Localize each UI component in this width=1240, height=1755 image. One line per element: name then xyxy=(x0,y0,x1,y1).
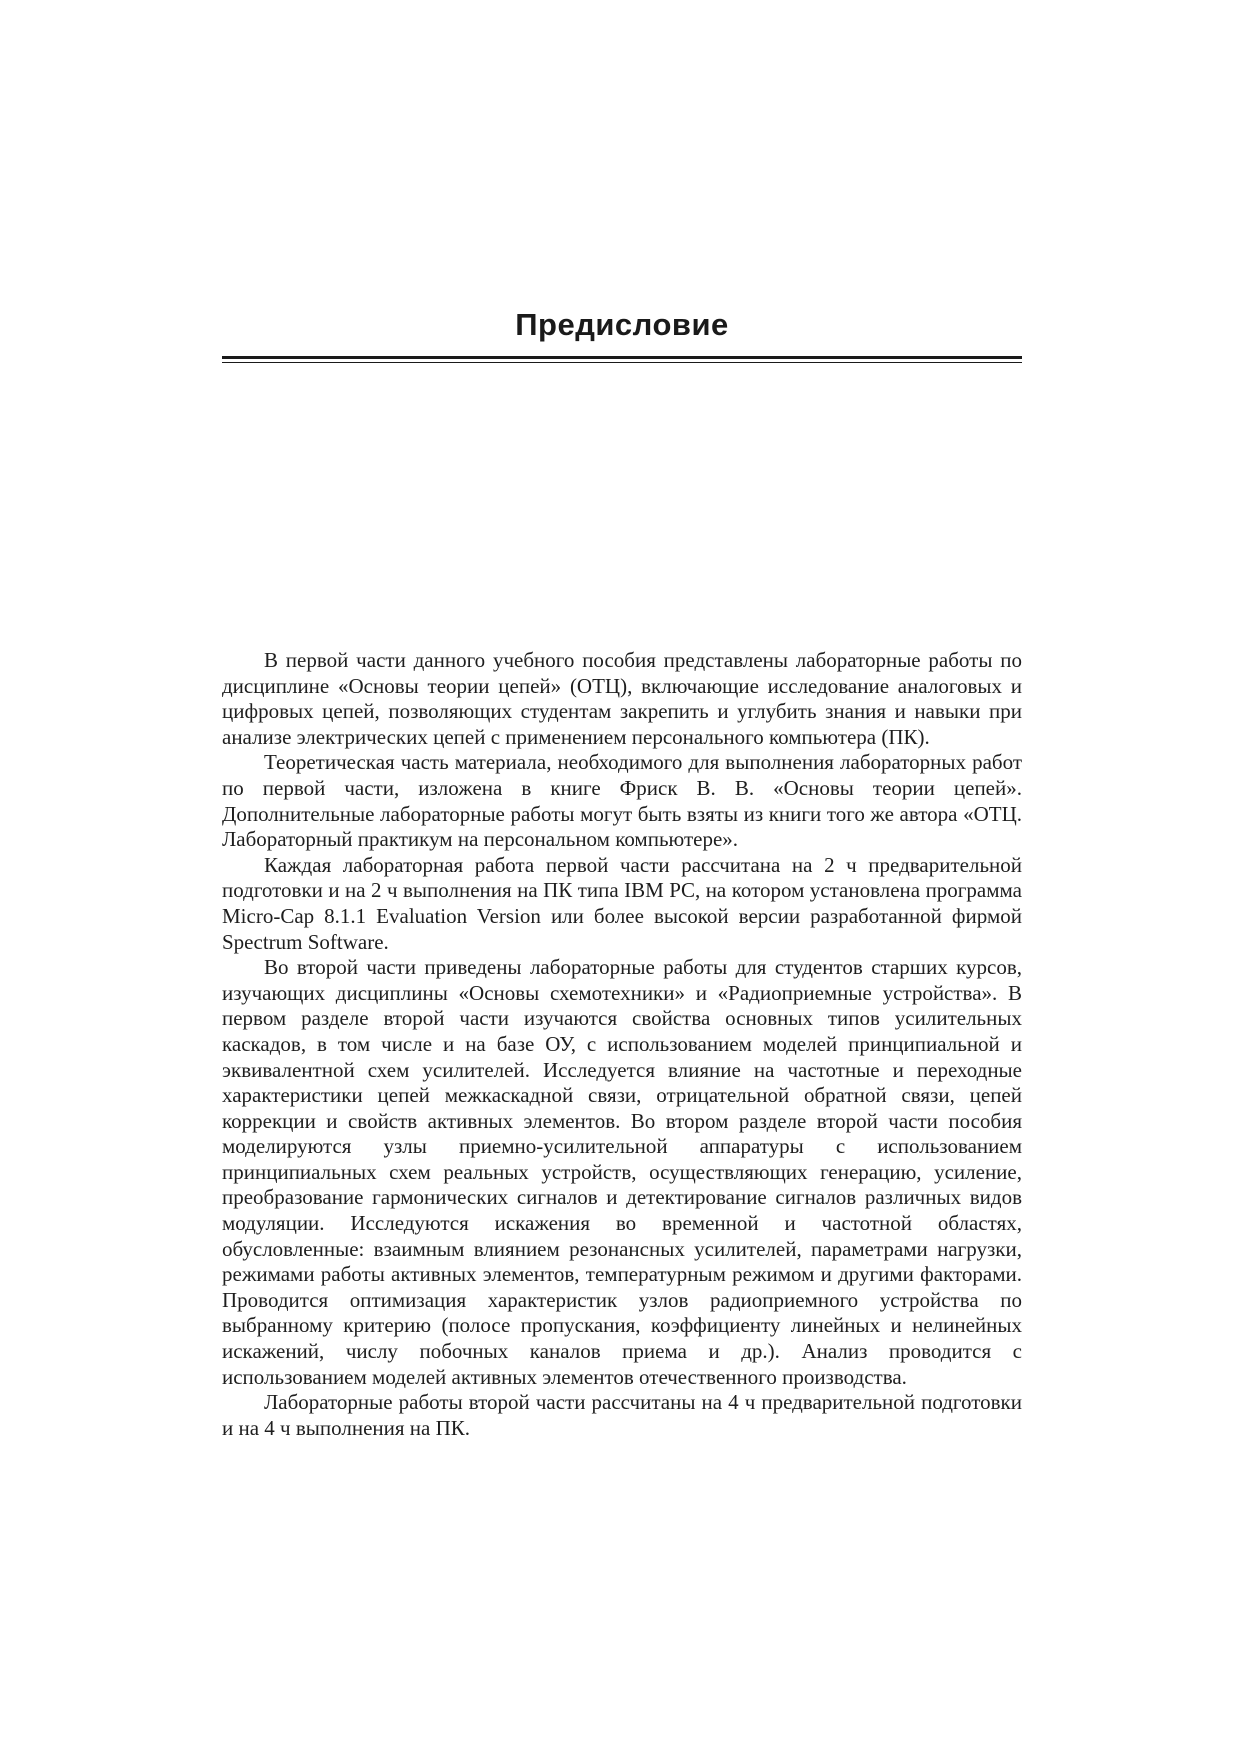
paragraph: В первой части данного учебного пособия представлены лабораторные работы по дисциплине «Основы теории цепей» (ОТЦ), включающие исследование аналоговых и цифровых цепей, позволяющих студентам закрепить и углубить знания и навыки при анализе электрических цепей с применением персонального компьютера (ПК). xyxy=(222,648,1022,749)
paragraph: Во второй части приведены лабораторные работы для студентов старших курсов, изучающих дисциплины «Основы схемотехники» и «Радиоприемные устройства». В первом разделе второй части изучаются свойства основных типов усилительных каскадов, в том числе и на базе ОУ, с использованием моделей принципиальной и эквивалентной схем усилителей. Исследуется влияние на частотные и переходные характеристики цепей межкаскадной связи, отрицательной обратной связи, цепей коррекции и свойств активных элементов. Во втором разделе второй части пособия моделируются узлы приемно-усилительной аппаратуры с использованием принципиальных схем реальных устройств, осуществляющих генерацию, усиление, преобразование гармонических сигналов и детектирование сигналов различных видов модуляции. Исследуются искажения во временной и частотной областях, обусловленные: взаимным влиянием резонансных усилителей, параметрами нагрузки, режимами работы активных элементов, температурным режимом и другими факторами. Проводится оптимизация характеристик узлов радиоприемного устройства по выбранному критерию (полосе пропускания, коэффициенту линейных и нелинейных искажений, числу побочных каналов приема и др.). Анализ проводится с использованием моделей активных элементов отечественного производства. xyxy=(222,955,1022,1389)
preface-body xyxy=(222,648,1022,1441)
paragraph: Лабораторные работы второй части рассчитаны на 4 ч предварительной подготовки и на 4 ч выполнения на ПК. xyxy=(222,1390,1022,1440)
page-title: Предисловие xyxy=(515,307,729,342)
title-rule-thin xyxy=(222,362,1022,363)
title-rule-thick xyxy=(222,356,1022,359)
paragraph: Каждая лабораторная работа первой части рассчитана на 2 ч предварительной подготовки и на 2 ч выполнения на ПК типа IBM PC, на котором установлена программа Micro-Cap 8.1.1 Evaluation Version или более высокой версии разработанной фирмой Spectrum Software. xyxy=(222,852,1022,954)
paragraph: Теоретическая часть материала, необходимого для выполнения лабораторных работ по первой части, изложена в книге Фриск В. В. «Основы теории цепей». Дополнительные лабораторные работы могут быть взяты из книги того же автора «ОТЦ. Лабораторный практикум на персональном компьютере». xyxy=(222,750,1022,852)
